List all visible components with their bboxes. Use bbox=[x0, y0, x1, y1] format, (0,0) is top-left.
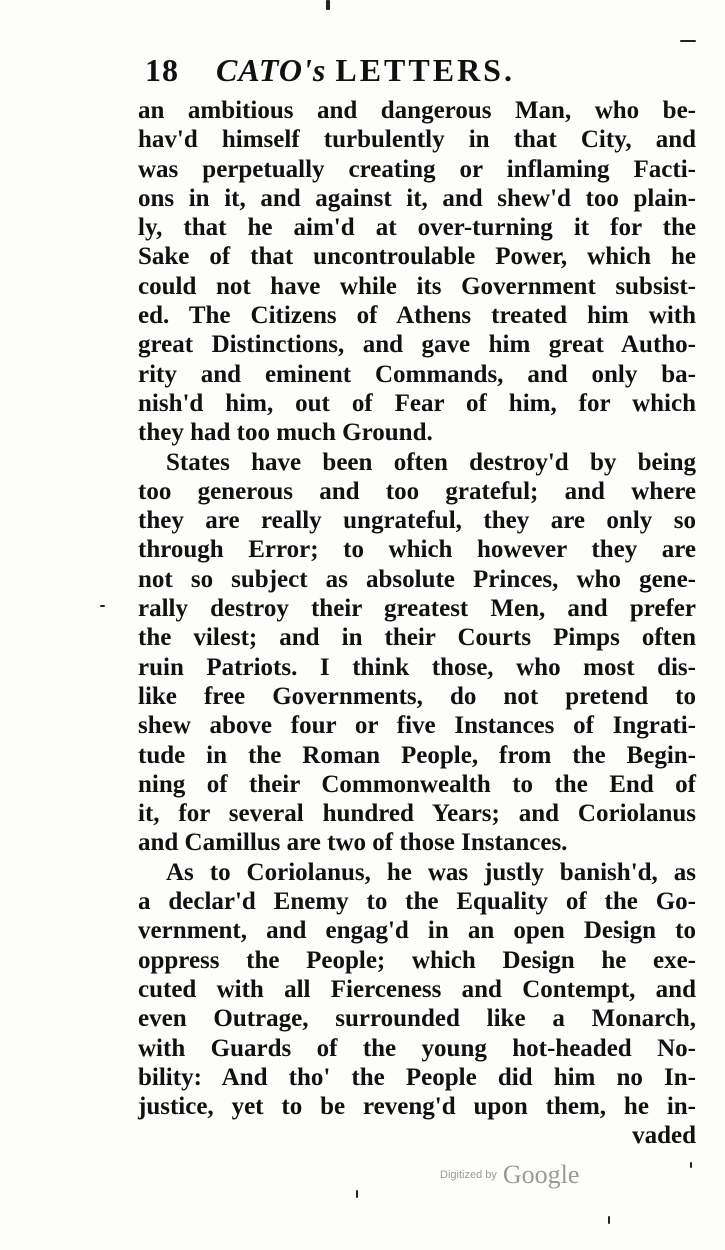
text-line: tude in the Roman People, from the Begin- bbox=[138, 741, 696, 769]
text-line: justice, yet to be reveng'd upon them, he in- bbox=[138, 1093, 696, 1121]
google-watermark bbox=[440, 1160, 579, 1190]
text-line: great Distinctions, and gave him great Autho- bbox=[138, 331, 696, 359]
text-line: vaded bbox=[632, 1122, 696, 1150]
scan-speck bbox=[326, 0, 330, 10]
text-line: cuted with all Fierceness and Contempt, and bbox=[138, 975, 696, 1003]
text-line: ning of their Commonwealth to the End of bbox=[138, 770, 696, 798]
text-line: the vilest; and in their Courts Pimps often bbox=[138, 624, 696, 652]
text-line: ons in it, and against it, and shew'd too plain- bbox=[138, 184, 696, 212]
scan-speck bbox=[356, 1190, 358, 1198]
scan-speck bbox=[680, 40, 696, 42]
text-line: vernment, and engag'd in an open Design to bbox=[138, 917, 696, 945]
text-line: nish'd him, out of Fear of him, for which bbox=[138, 389, 696, 417]
text-line: could not have while its Government subsist- bbox=[138, 272, 696, 300]
text-line: they are really ungrateful, they are only so bbox=[138, 507, 696, 535]
text-line: ruin Patriots. I think those, who most dis- bbox=[138, 653, 696, 681]
text-line: an ambitious and dangerous Man, who be- bbox=[138, 97, 696, 124]
text-line: oppress the People; which Design he exe- bbox=[138, 946, 696, 974]
running-title-caps: LETTERS. bbox=[335, 52, 515, 88]
watermark-brand-logo: Google bbox=[502, 1160, 580, 1189]
body-text bbox=[138, 96, 696, 1151]
watermark-prefix: Digitized by bbox=[440, 1169, 497, 1181]
scan-speck bbox=[608, 1216, 610, 1224]
text-line: As to Coriolanus, he was justly banish'd, as bbox=[166, 858, 696, 886]
scan-speck bbox=[690, 1162, 692, 1168]
text-line: States have been often destroy'd by being bbox=[166, 448, 696, 476]
text-line: shew above four or five Instances of Ingrati- bbox=[138, 712, 696, 740]
text-line: like free Governments, do not pretend to bbox=[138, 682, 696, 710]
text-line: through Error; to which however they are bbox=[138, 536, 696, 564]
running-header bbox=[145, 52, 515, 89]
text-line: rity and eminent Commands, and only ba- bbox=[138, 360, 696, 388]
text-line: rally destroy their greatest Men, and prefer bbox=[138, 595, 696, 623]
text-line: it, for several hundred Years; and Coriolanus bbox=[138, 800, 696, 828]
text-line: Sake of that uncontroulable Power, which he bbox=[138, 243, 696, 271]
scan-speck bbox=[100, 605, 105, 607]
text-line: they had too much Ground. bbox=[138, 419, 433, 447]
text-line: hav'd himself turbulently in that City, and bbox=[138, 126, 696, 154]
text-line: was perpetually creating or inflaming Facti- bbox=[138, 155, 696, 183]
text-line: and Camillus are two of those Instances. bbox=[138, 829, 568, 857]
text-line: bility: And tho' the People did him no In- bbox=[138, 1063, 696, 1091]
text-line: ly, that he aim'd at over-turning it for the bbox=[138, 214, 696, 242]
text-line: even Outrage, surrounded like a Monarch, bbox=[138, 1005, 696, 1033]
running-title-italic: CATO's bbox=[216, 52, 327, 88]
page-number: 18 bbox=[145, 52, 179, 88]
text-line: too generous and too grateful; and where bbox=[138, 477, 696, 505]
text-line: ed. The Citizens of Athens treated him with bbox=[138, 302, 696, 330]
text-line: not so subject as absolute Princes, who gene- bbox=[138, 565, 696, 593]
text-line: with Guards of the young hot-headed No- bbox=[138, 1034, 696, 1062]
text-line: a declar'd Enemy to the Equality of the Go- bbox=[138, 888, 696, 916]
